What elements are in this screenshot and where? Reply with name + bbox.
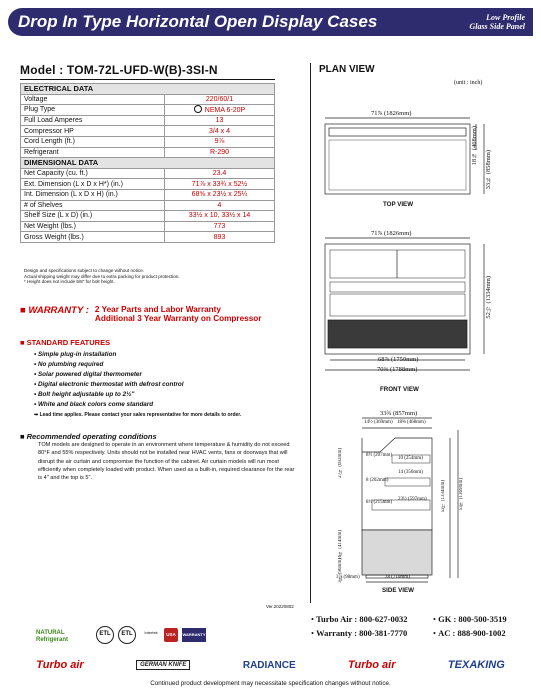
brand-logo-turbo-air-2: Turbo air [348,659,396,671]
top-view-inner [329,140,466,190]
contact-text: Warranty : 800-381-7770 [316,628,408,638]
brand-logo-radiance: RADIANCE [242,659,296,671]
plug-value: NEMA 6-20P [204,106,246,114]
side-shelf-2 [385,478,430,486]
side-h-label: 8½ (215mm) [366,500,393,505]
spec-label: Net Weight (lbs.) [21,221,165,232]
electrical-title: ELECTRICAL DATA [21,84,275,95]
top-width-label: 71⅞ (1826mm) [371,110,412,117]
subtitle-line1: Low Profile [486,13,525,22]
side-e-label: 23½ (597mm) [398,497,427,502]
lead-time-note: ➡ Lead time applies. Please contact your sales representative for more details to order. [34,412,242,418]
contact-turbo-air: • Turbo Air : 800-627-0032 [311,614,408,624]
spec-value: R-290 [165,147,275,158]
feature-text: Simple plug-in installation [37,351,117,358]
side-f-label: 8½ (207mm) [366,453,393,458]
brand-logos [0,655,541,675]
contact-text: GK : 800-500-3519 [438,614,507,624]
spec-label: Net Capacity (cu. ft.) [21,168,165,179]
top-d2-label: 33¾ (858mm) [485,150,492,190]
brand-logo-texaking: TEXAKING [447,659,505,671]
spec-value: 23.4 [165,168,275,179]
page-title: Drop In Type Horizontal Open Display Cases [18,12,378,31]
contact-gk: • GK : 800-500-3519 [433,614,507,624]
front-inner-label: 68⅞ (1750mm) [378,356,419,363]
front-view-label: FRONT VIEW [380,386,419,393]
spec-label: Gross Weight (lbs.) [21,232,165,243]
recommended-body: TOM models are designed to operate in an environment where temperature & humidity do not exceed 80°F and 55% respectively. Units should not be installed near HVAC vents, fans or doorways that will disrupt the air curtain and compromise the function of the cabinet. Air curtain models will run most efficiently when completely loaded with product. When used as a built-in, required clearance for the rear is 4" and the top is 5". [38,442,295,482]
side-g-label: 8 (202mm) [366,478,389,483]
recommended-title: ■ Recommended operating conditions [20,432,157,441]
side-d-label: 14 (356mm) [398,470,423,475]
spec-label: Cord Length (ft.) [21,136,165,147]
spec-label: Compressor HP [21,126,165,137]
spec-value: 71⅞ x 33¾ x 52½ [165,179,275,190]
contact-text: AC : 888-900-1002 [438,628,506,638]
spec-value: 3/4 x 4 [165,126,275,137]
contact-warranty: • Warranty : 800-381-7770 [311,628,408,638]
spec-value: 773 [165,221,275,232]
contact-ac: • AC : 888-900-1002 [433,628,506,638]
front-shelf-row [330,282,465,292]
side-view-outline [362,438,432,530]
spec-label: Int. Dimension (L x D x H) (in.) [21,189,165,200]
spec-label: Full Load Amperes [21,115,165,126]
spec-label: Refrigerant [21,147,165,158]
usa-badge: USA [164,628,178,642]
side-n-label: 28 (710mm) [385,575,410,580]
note-line: Design and specifications subject to change without notice. [24,268,145,273]
list-item: • Digital electronic thermostat with defrost control [34,381,184,388]
list-item: • Solar powered digital thermometer [34,371,142,378]
spec-value: 220/60/1 [165,94,275,105]
subtitle-line2: Glass Side Panel [469,22,525,31]
plan-view-title: PLAN VIEW [319,64,375,75]
footer-disclaimer: Continued product development may necessitate specification changes without notice. [150,680,391,687]
dimensional-title: DIMENSIONAL DATA [21,158,275,169]
side-view-label: SIDE VIEW [382,587,414,594]
side-base [362,530,432,575]
version-label: Ver.20220802 [266,604,294,609]
top-view-label: TOP VIEW [383,201,414,208]
side-o-label: 3⅞ (98mm) [336,575,360,580]
spec-label: Voltage [21,94,165,105]
intertek-logo: Intertek [144,630,158,635]
warranty-label: ■ WARRANTY : [20,305,89,316]
spec-label: Ext. Dimension (L x D x H*) (in.) [21,179,165,190]
front-height-label: 52½ (1334mm) [485,276,492,319]
spec-value: 893 [165,232,275,243]
note-line: * Height does not include 5/8" for bolt height. [24,279,115,285]
features-title-text: STANDARD FEATURES [26,338,111,347]
spec-label: Shelf Size (L x D) (in.) [21,211,165,222]
features-title: ■ STANDARD FEATURES [20,338,111,347]
warranty-line2: Additional 3 Year Warranty on Compressor [94,314,262,323]
spec-value: 33½ x 10, 33½ x 14 [165,211,275,222]
note-text: Lead time applies. Please contact your sales representative for more details to order. [39,412,242,418]
side-k-label: 52½ (1334mm) [441,480,446,513]
side-i-label: 27¼ (692mm) [338,448,343,478]
side-depth-label: 33¾ (857mm) [380,410,418,417]
model-label: Model : TOM-72L-UFD-W(B)-3SI-N [20,63,218,77]
brand-logo-german-knife: GERMAN KNIFE [136,660,190,670]
top-view-rail [329,128,466,136]
feature-text: Solar powered digital thermometer [37,371,142,378]
list-item: • No plumbing required [34,361,104,368]
feature-text: White and black colors come standard [37,401,154,408]
contact-text: Turbo Air : 800-627-0032 [316,614,408,624]
spec-label: # of Shelves [21,200,165,211]
recommended-title-text: Recommended operating conditions [26,432,157,441]
spec-value: 13 [165,115,275,126]
contact-block [311,612,533,640]
brand-logo-turbo-air: Turbo air [36,659,84,671]
list-item: • White and black colors come standard [34,401,154,408]
front-upper-glass [330,250,465,278]
feature-text: Digital electronic thermostat with defrost control [37,381,184,388]
front-grille [328,320,467,348]
natural-refrigerant-badge: NATURAL Refrigerant [36,630,69,643]
side-b-label: 18⅜ (468mm) [397,420,426,425]
spec-label: Plug Type [21,105,165,116]
front-base-label: 70⅜ (1788mm) [377,366,418,373]
unit-label: (unit : inch) [454,80,483,86]
feature-text: Bolt height adjustable up to 2½" [37,391,135,398]
note-line: Actual shipping weight may differ due to extra packing for product protection. [24,273,180,279]
spec-value: 4 [165,200,275,211]
side-a-label: 14½ (369mm) [364,420,393,425]
warranty-label-text: WARRANTY : [28,305,89,316]
side-m-label: 3¾ (96mm) [338,558,343,583]
front-width-label: 71⅞ (1826mm) [371,230,412,237]
side-l-label: 53⅞ (1369mm) [459,478,464,511]
list-item: • Bolt height adjustable up to 2½" [34,391,135,398]
etl-logo-2: ETL [118,626,136,644]
top-view-outline [325,124,470,194]
spec-value: 68⅝ x 23½ x 25¼ [165,189,275,200]
front-mid-panel [330,294,465,316]
side-c-label: 10 (254mm) [398,456,423,461]
etl-logo-1: ETL [96,626,114,644]
list-item: • Simple plug-in installation [34,351,117,358]
top-d1-label: 18⅜ (468mm) [471,126,478,166]
feature-text: No plumbing required [37,361,104,368]
warranty-badge: WARRANTY [182,628,206,642]
warranty-line1: 2 Year Parts and Labor Warranty [94,305,221,314]
side-j-label: 16¼ (414mm) [338,530,343,560]
spec-value: 9⅞ [165,136,275,147]
